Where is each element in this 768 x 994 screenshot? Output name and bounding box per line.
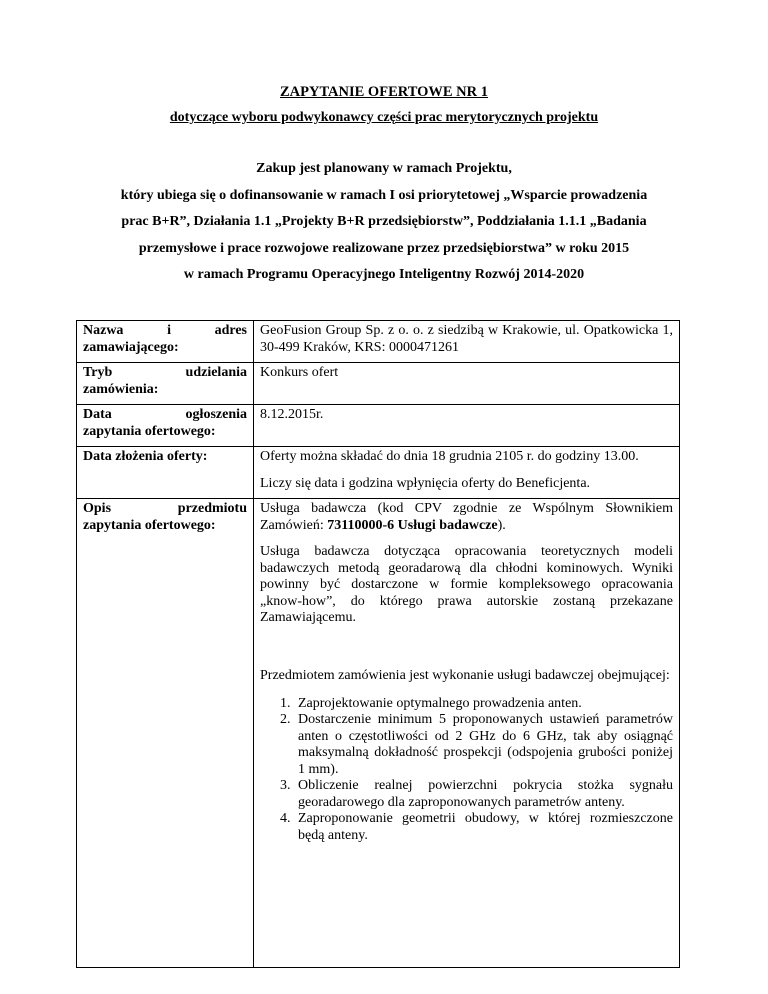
row-label-description: Opis przedmiotu zapytania ofertowego: (77, 499, 254, 968)
row-value-submission-date (254, 447, 680, 499)
document-title: ZAPYTANIE OFERTOWE NR 1 (279, 84, 489, 100)
service-description-paragraph: Usługa badawcza dotycząca opracowania teoretycznych modeli badawczych metodą georadarową dla chłodni kominowych. Wyniki powinny być dostarczone w formie kompleksowego opracowania „know-how”, do którego prawa autorskie zostaną przekazane Zamawiającemu. (260, 544, 673, 625)
submission-note-text: Liczy się data i godzina wpłynięcia oferty do Beneficjenta. (260, 475, 591, 491)
offer-details-table (76, 320, 680, 968)
row-value-description (254, 499, 680, 968)
table-row (77, 447, 680, 499)
table-row (77, 405, 680, 447)
row-label-announcement-date: Data ogłoszenia zapytania ofertowego: (77, 405, 254, 447)
list-item: 2. Dostarczenie minimum 5 proponowanych ustawień parametrów anten o częstotliwości od 2 GHz do 6 GHz, tak aby osiągnąć maksymalną dokładność prospekcji (odspojenia grubości poniżej 1 mm). (294, 712, 673, 778)
table-row (77, 321, 680, 363)
submission-deadline-text: Oferty można składać do dnia 18 grudnia 2105 r. do godziny 13.00. (260, 449, 639, 464)
row-label-submission-date: Data złożenia oferty: (77, 447, 254, 499)
list-item: 1. Zaprojektowanie optymalnego prowadzenia anten. (294, 696, 673, 713)
scope-list (260, 696, 673, 845)
scope-intro-paragraph: Przedmiotem zamówienia jest wykonanie usługi badawczej obejmującej: (260, 667, 670, 683)
row-value-announcement-date: 8.12.2015r. (254, 405, 680, 447)
intro-line: który ubiega się o dofinansowanie w ramach I osi priorytetowej „Wsparcie prowadzenia (120, 187, 648, 203)
list-item: 4. Zaproponowanie geometrii obudowy, w której rozmieszczone będą anteny. (294, 811, 673, 844)
intro-paragraph (60, 156, 708, 289)
intro-line: przemysłowe i prace rozwojowe realizowane przez przedsiębiorstwa” w roku 2015 (138, 240, 630, 256)
cpv-code: 73110000-6 Usługi badawcze (327, 517, 498, 533)
row-value-procedure: Konkurs ofert (254, 363, 680, 405)
table-row (77, 499, 680, 968)
row-value-ordering-party: GeoFusion Group Sp. z o. o. z siedzibą w Krakowie, ul. Opatkowicka 1, 30-499 Kraków, KRS: 0000471261 (254, 321, 680, 363)
cpv-paragraph: Usługa badawcza (kod CPV zgodnie ze Wspólnym Słownikiem Zamówień: 73110000-6 Usługi badawcze). (260, 501, 673, 533)
row-label-procedure: Tryb udzielania zamówienia: (77, 363, 254, 405)
document-subtitle: dotyczące wyboru podwykonawcy części prac merytorycznych projektu (169, 110, 599, 125)
table-row (77, 363, 680, 405)
list-item: 3. Obliczenie realnej powierzchni pokrycia stożka sygnału georadarowego dla zaproponowanych parametrów anteny. (294, 778, 673, 811)
row-label-ordering-party: Nazwa i adres zamawiającego: (77, 321, 254, 363)
intro-line: w ramach Programu Operacyjnego Inteligentny Rozwój 2014-2020 (183, 267, 585, 282)
intro-line: prac B+R”, Działania 1.1 „Projekty B+R przedsiębiorstw”, Poddziałania 1.1.1 „Badania (121, 214, 647, 229)
intro-line: Zakup jest planowany w ramach Projektu, (256, 161, 512, 176)
